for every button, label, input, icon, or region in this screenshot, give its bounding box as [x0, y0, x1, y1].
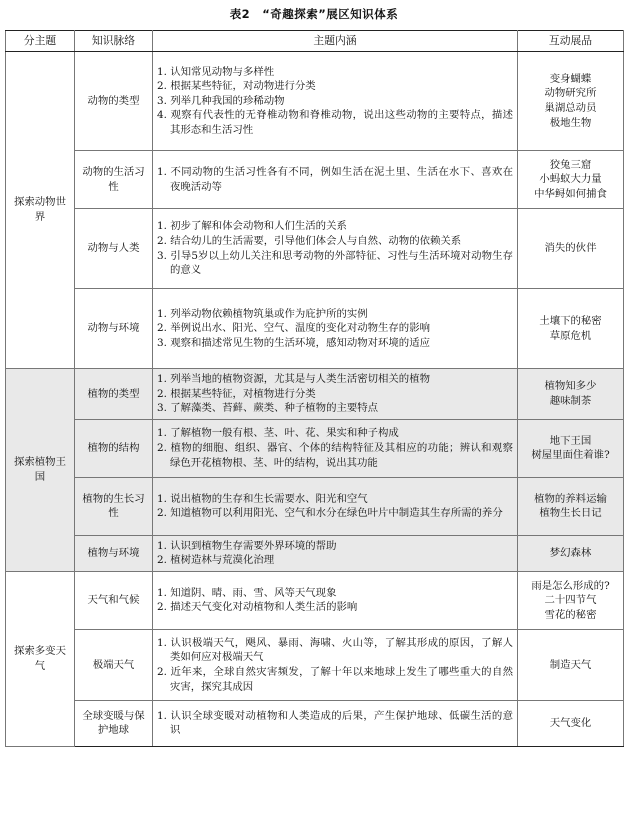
exhibit-item: 地下王国	[549, 434, 592, 447]
content-cell	[153, 52, 518, 151]
knowledge-point-cell: 植物的结构	[75, 419, 153, 477]
exhibit-cell	[518, 52, 624, 151]
knowledge-point-cell: 植物与环境	[75, 535, 153, 571]
content-cell	[153, 535, 518, 571]
exhibit-cell	[518, 700, 624, 746]
exhibit-item: 雪花的秘密	[544, 608, 597, 621]
content-item: 1. 初步了解和体会动物和人们生活的关系	[157, 220, 347, 233]
content-cell	[153, 700, 518, 746]
knowledge-point-cell: 植物的生长习性	[75, 477, 153, 535]
content-cell	[153, 289, 518, 369]
table-row	[6, 151, 624, 209]
exhibit-item: 草原危机	[549, 329, 592, 342]
table-row	[6, 52, 624, 151]
table-row	[6, 700, 624, 746]
theme-cell: 探索植物王国	[6, 369, 75, 572]
content-item: 2. 结合幼儿的生活需要，引导他们体会人与自然、动物的依赖关系	[157, 234, 462, 247]
content-item: 1. 认知常见动物与多样性	[157, 65, 275, 78]
knowledge-point-cell: 动物的类型	[75, 52, 153, 151]
table-row	[6, 477, 624, 535]
table-row	[6, 535, 624, 571]
knowledge-point-cell: 全球变暖与保护地球	[75, 700, 153, 746]
header-theme: 分主题	[6, 31, 75, 52]
exhibit-item: 中华鲟如何捕食	[534, 187, 607, 200]
content-item: 1. 了解植物一般有根、茎、叶、花、果实和种子构成	[157, 427, 399, 440]
exhibit-item: 梦幻森林	[549, 547, 592, 560]
content-item: 2. 举例说出水、阳光、空气、温度的变化对动物生存的影响	[157, 322, 430, 335]
exhibit-cell	[518, 369, 624, 420]
exhibit-item: 植物知多少	[544, 380, 597, 393]
exhibit-item: 天气变化	[549, 717, 592, 730]
content-item: 1. 认识到植物生存需要外界环境的帮助	[157, 539, 337, 552]
knowledge-point-cell: 极端天气	[75, 629, 153, 700]
knowledge-point-cell: 动物与环境	[75, 289, 153, 369]
content-cell	[153, 629, 518, 700]
exhibit-item: 制造天气	[549, 658, 592, 671]
table-row	[6, 209, 624, 289]
exhibit-cell	[518, 477, 624, 535]
knowledge-point-cell: 动物的生活习性	[75, 151, 153, 209]
content-item: 3. 列举几种我国的珍稀动物	[157, 94, 285, 107]
exhibit-item: 动物研究所	[544, 87, 597, 100]
content-cell	[153, 369, 518, 420]
exhibit-item: 巢湖总动员	[544, 102, 597, 114]
table-row	[6, 629, 624, 700]
exhibit-item: 二十四节气	[544, 594, 597, 607]
exhibit-cell	[518, 419, 624, 477]
exhibit-item: 植物的养料运输	[534, 492, 607, 505]
content-item: 1. 列举当地的植物资源，尤其是与人类生活密切相关的植物	[157, 373, 430, 385]
table-row	[6, 419, 624, 477]
content-item: 3. 观察和描述常见生物的生活环境，感知动物对环境的适应	[157, 336, 430, 349]
exhibit-item: 极地生物	[549, 116, 592, 129]
content-item: 1. 不同动物的生活习性各有不同，例如生活在泥土里、生活在水下、喜欢在夜晚活动等	[157, 165, 513, 193]
header-exhibits: 互动展品	[518, 31, 624, 52]
content-cell	[153, 419, 518, 477]
content-item: 1. 列举动物依赖植物筑巢或作为庇护所的实例	[157, 307, 368, 320]
exhibit-cell	[518, 629, 624, 700]
exhibit-item: 植物生长日记	[539, 507, 602, 520]
table-row	[6, 571, 624, 629]
exhibit-cell	[518, 289, 624, 369]
content-item: 4. 观察有代表性的无脊椎动物和脊椎动物，说出这些动物的主要特点，描述其形态和生活习性	[157, 109, 513, 136]
theme-cell: 探索动物世界	[6, 52, 75, 369]
knowledge-point-cell: 天气和气候	[75, 571, 153, 629]
header-row	[6, 31, 624, 52]
knowledge-point-cell: 动物与人类	[75, 209, 153, 289]
table-row	[6, 369, 624, 420]
content-item: 3. 了解藻类、苔藓、蕨类、种子植物的主要特点	[157, 402, 379, 415]
content-item: 3. 引导5岁以上幼儿关注和思考动物的外部特征、习性与生活环境对动物生存的意义	[157, 249, 513, 277]
exhibit-item: 变身蝴蝶	[549, 72, 592, 85]
content-item: 2. 知道植物可以利用阳光、空气和水分在绿色叶片中制造其生存所需的养分	[157, 507, 503, 520]
exhibit-item: 雨是怎么形成的?	[531, 579, 610, 592]
exhibit-item: 趣味制茶	[549, 394, 592, 407]
content-item: 1. 知道阴、晴、雨、雪、风等天气现象	[157, 586, 337, 599]
content-item: 1. 认识全球变暖对动植物和人类造成的后果，产生保护地球、低碳生活的意识	[157, 709, 513, 737]
content-item: 2. 描述天气变化对动植物和人类生活的影响	[157, 601, 358, 614]
knowledge-point-cell: 植物的类型	[75, 369, 153, 420]
content-cell	[153, 151, 518, 209]
exhibit-item: 狡兔三窟	[549, 158, 592, 171]
exhibit-item: 小蚂蚁大力量	[539, 173, 602, 186]
table-body	[6, 52, 624, 747]
exhibit-cell	[518, 209, 624, 289]
exhibit-cell	[518, 571, 624, 629]
header-knowledge: 知识脉络	[75, 31, 153, 52]
exhibit-cell	[518, 535, 624, 571]
table-caption: 表2 “奇趣探索”展区知识体系	[229, 7, 399, 21]
exhibit-item: 消失的伙伴	[544, 242, 597, 255]
header-content: 主题内涵	[153, 31, 518, 52]
content-cell	[153, 477, 518, 535]
exhibit-cell	[518, 151, 624, 209]
exhibit-item: 树屋里面住着谁?	[531, 449, 610, 462]
content-item: 2. 根据某些特征，对植物进行分类	[157, 387, 316, 400]
content-item: 2. 根据某些特征，对动物进行分类	[157, 80, 316, 93]
theme-cell: 探索多变天气	[6, 571, 75, 746]
content-item: 2. 近年来，全球自然灾害频发，了解十年以来地球上发生了哪些重大的自然灾害，探究其成因	[157, 665, 513, 693]
content-item: 2. 植物的细胞、组织、器官、个体的结构特征及其相应的功能；辨认和观察绿色开花植物根、茎、叶的结构，说出其功能	[157, 441, 513, 469]
content-cell	[153, 571, 518, 629]
content-item: 2. 植树造林与荒漠化治理	[157, 554, 275, 567]
exhibit-item: 土壤下的秘密	[539, 314, 602, 327]
table-row	[6, 289, 624, 369]
content-item: 1. 说出植物的生存和生长需要水、阳光和空气	[157, 492, 368, 505]
knowledge-table	[5, 30, 624, 747]
content-item: 1. 认识极端天气，飓风、暴雨、海啸、火山等，了解其形成的原因，了解人类如何应对极端天气	[157, 636, 513, 664]
content-cell	[153, 209, 518, 289]
